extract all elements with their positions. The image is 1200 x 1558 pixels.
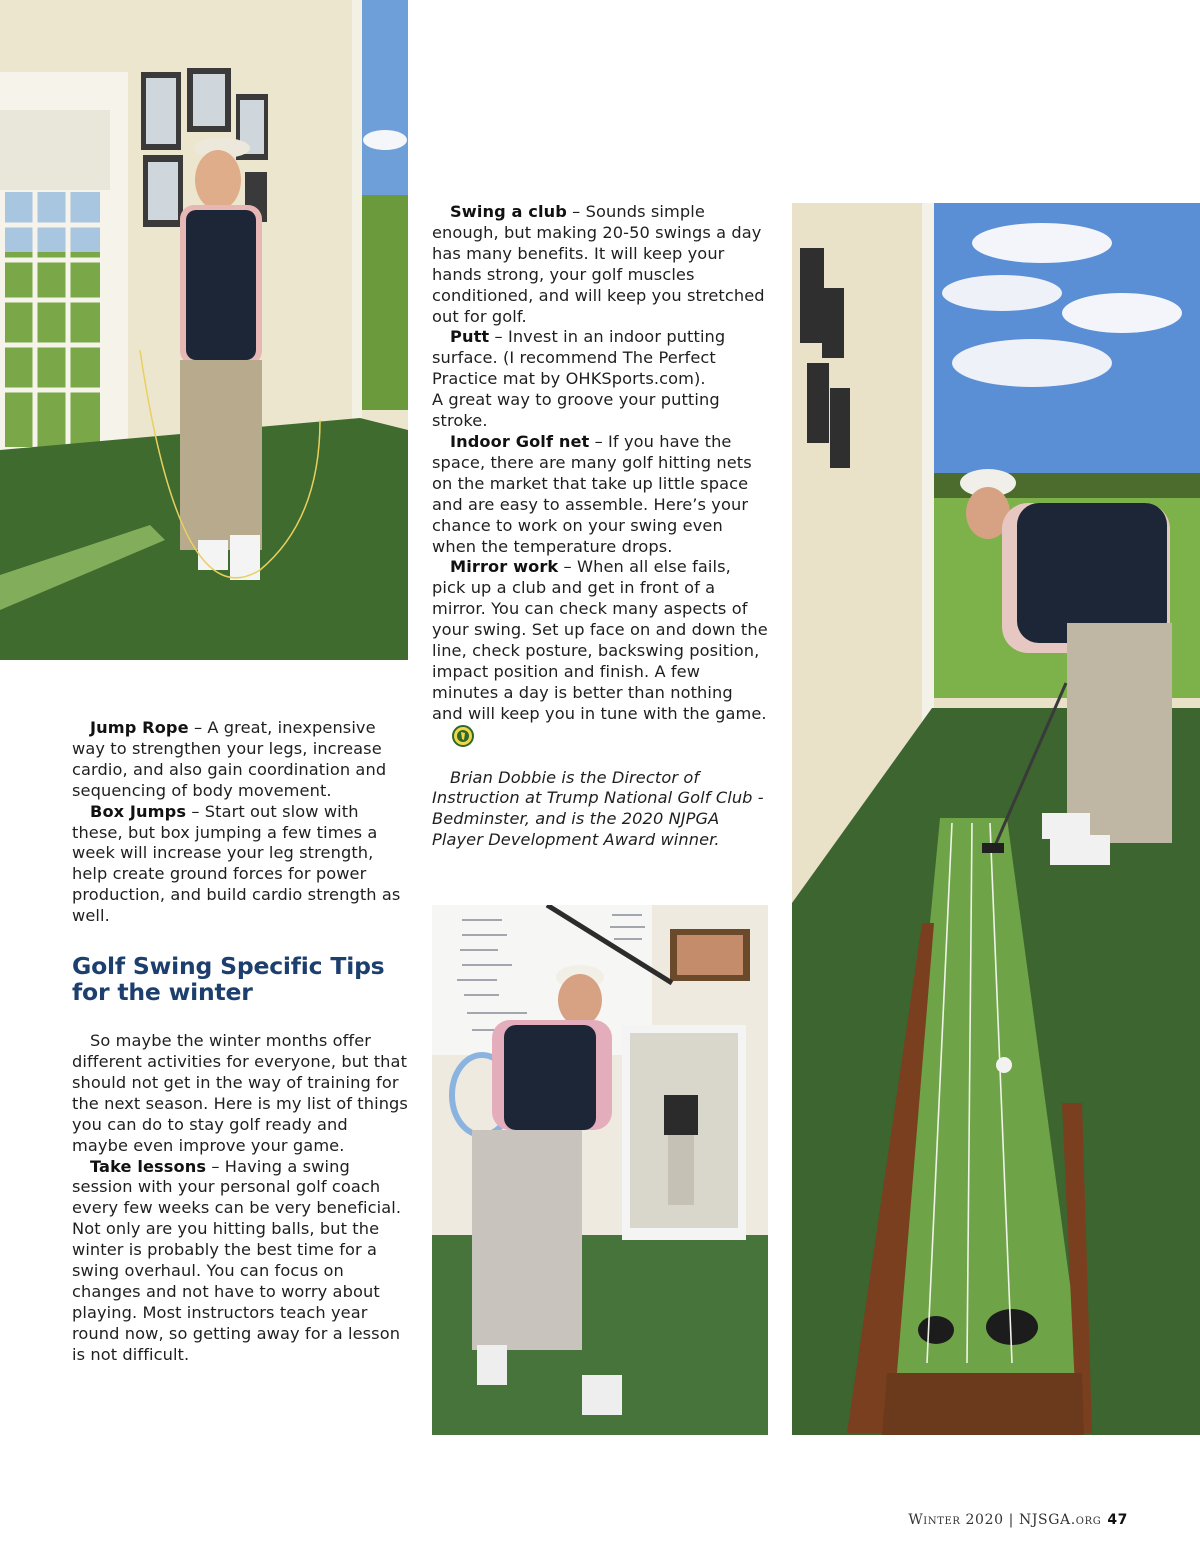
mirror-work-label: Mirror work [450, 557, 559, 577]
section-heading: Golf Swing Specific Tips for the winter [72, 952, 385, 1007]
mirror-work-text: – When all else fails, pick up a club and get in front of a mirror. You can check many aspects of your swing. Set up face on and down the line, check posture, backswing position, impact position and finish. A few minutes a day is better than nothing and will keep you in tune with the game. [432, 557, 768, 723]
paragraph-jump-rope [72, 718, 408, 802]
author-bio: Brian Dobbie is the Director of Instruction at Trump National Golf Club - Bedminster, and is the 2020 NJPGA Player Development Award winner. [432, 767, 764, 850]
paragraph-mirror-work [432, 557, 768, 747]
paragraph-box-jumps [72, 802, 408, 927]
indoor-net-label: Indoor Golf net [450, 431, 590, 451]
box-jumps-label: Box Jumps [90, 801, 187, 821]
take-lessons-label: Take lessons [90, 1156, 207, 1176]
njsga-logo-icon [434, 725, 456, 747]
text-column-middle [432, 202, 768, 851]
photo-mirror-swing [432, 905, 768, 1435]
paragraph-intro: So maybe the winter months offer different activities for everyone, but that should not get in the way of training for the next season. Here is my list of things you can do to stay golf ready and maybe even improve your game. [72, 1031, 408, 1155]
page-number: 47 [1107, 1512, 1128, 1528]
page-footer [908, 1512, 1128, 1528]
box-jumps-text: – Start out slow with these, but box jumping a few times a week will increase your leg strength, help create ground forces for power production, and build cardio strength as well. [72, 801, 401, 926]
swing-club-label: Swing a club [450, 202, 567, 221]
paragraph-swing-club [432, 202, 768, 327]
paragraph-putt [432, 327, 768, 390]
putt-label: Putt [450, 327, 490, 347]
take-lessons-text: – Having a swing session with your personal golf coach every few weeks can be very beneficial. Not only are you hitting balls, but the winter is probably the best time for a swing overhaul. You can focus on changes and not have to worry about playing. Most instructors teach year round now, so getting away for a lesson is not difficult. [72, 1156, 402, 1364]
photo-putting-mat [792, 203, 1200, 1435]
paragraph-indoor-net [432, 432, 768, 557]
text-column-left [72, 718, 408, 1366]
indoor-net-text: – If you have the space, there are many golf hitting nets on the market that take up little space and are easy to assemble. Here’s your chance to work on your swing even when the temperature drops. [432, 431, 752, 556]
paragraph-take-lessons [72, 1157, 408, 1366]
paragraph-putt-continued: A great way to groove your putting stroke. [432, 390, 720, 431]
jump-rope-label: Jump Rope [90, 718, 189, 737]
photo-jump-rope [0, 0, 408, 660]
jump-rope-text: – A great, inexpensive way to strengthen your legs, increase cardio, and also gain coordination and sequencing of body movement. [72, 718, 387, 800]
putt-text: – Invest in an indoor putting surface. (I recommend The Perfect Practice mat by OHKSports.com). [432, 327, 726, 389]
issue-line: Winter 2020 | NJSGA.org [908, 1512, 1102, 1528]
swing-club-text: – Sounds simple enough, but making 20-50 swings a day has many benefits. It will keep your hands strong, your golf muscles conditioned, and will keep you stretched out for golf. [432, 202, 765, 326]
